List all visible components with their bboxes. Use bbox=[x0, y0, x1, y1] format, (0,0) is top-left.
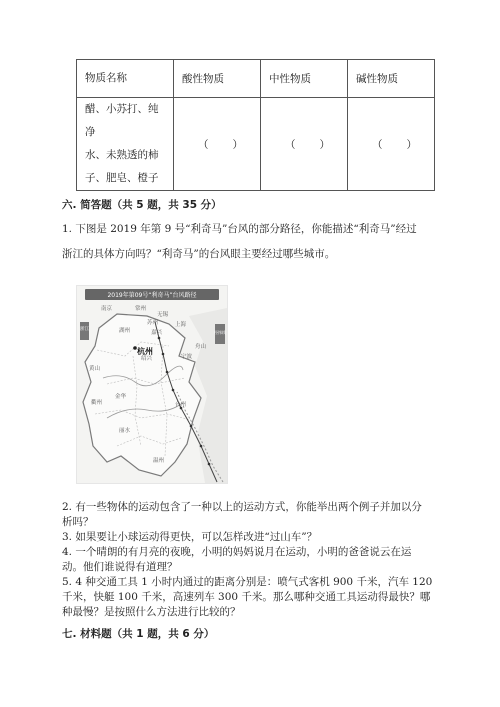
city-wuxi: 无锡 bbox=[157, 312, 169, 318]
city-taizhou: 台州 bbox=[175, 402, 187, 408]
city-hangzhou: 杭州 bbox=[137, 347, 153, 356]
neutral-answer-blank[interactable]: （ ） bbox=[261, 98, 348, 191]
map-title: 2019年第09号“利奇马”台风路径 bbox=[107, 292, 197, 299]
city-wenzhou: 温州 bbox=[153, 458, 165, 464]
city-jiaxing: 嘉兴 bbox=[151, 330, 163, 336]
header-substance-name: 物质名称 bbox=[77, 60, 174, 98]
classification-table bbox=[76, 59, 435, 191]
section-6-title: 六. 简答题（共 5 题，共 35 分） bbox=[62, 199, 222, 211]
question-line: 析吗？ bbox=[62, 516, 94, 528]
city-shaoxing: 绍兴 bbox=[141, 356, 153, 362]
typhoon-path-map bbox=[76, 285, 228, 484]
acidic-answer-blank[interactable]: （ ） bbox=[174, 98, 261, 191]
question-line: 2. 有一些物体的运动包含了一种以上的运动方式，你能举出两个例子并加以分 bbox=[62, 501, 422, 513]
question-line: 动。他们谁说得有道理？ bbox=[62, 561, 178, 573]
question-1-line: 浙江的具体方向吗？“利奇马”的台风眼主要经过哪些城市。 bbox=[62, 248, 336, 260]
section-7-title: 七. 材料题（共 1 题，共 6 分） bbox=[62, 628, 215, 640]
question-line: 3. 如果要让小球运动得更快，可以怎样改进“过山车”？ bbox=[62, 531, 318, 543]
city-zhoushan: 舟山 bbox=[195, 344, 207, 350]
question-line: 千米，快艇 100 千米，高速列车 300 千米。那么哪种交通工具运动得最快？哪 bbox=[62, 591, 431, 603]
right-tag-label: 经纬线 bbox=[214, 330, 226, 335]
city-quzhou: 衢州 bbox=[91, 400, 103, 406]
question-1 bbox=[62, 217, 447, 267]
table-row bbox=[77, 98, 435, 191]
question-line: 5. 4 种交通工具 1 小时内通过的距离分别是：喷气式客机 900 千米，汽车 120 bbox=[62, 576, 433, 588]
table-header-row bbox=[77, 60, 435, 98]
city-ningbo: 宁波 bbox=[181, 354, 193, 360]
city-lishui: 丽水 bbox=[119, 428, 131, 434]
city-huangshan: 黄山 bbox=[89, 366, 101, 372]
header-acidic: 酸性物质 bbox=[174, 60, 261, 98]
question-line: 种最慢？是按照什么方法进行比较的？ bbox=[62, 606, 241, 618]
question-1-line: 1. 下图是 2019 年第 9 号“利奇马”台风的部分路径，你能描述“利奇马”经过 bbox=[62, 223, 417, 235]
province-outline bbox=[83, 314, 201, 476]
city-nanjing: 南京 bbox=[101, 306, 113, 312]
city-shanghai: 上海 bbox=[175, 322, 187, 328]
city-jinhua: 金华 bbox=[115, 394, 127, 400]
substance-line: 水、未熟透的柿 bbox=[85, 149, 159, 161]
map-graphic bbox=[77, 286, 227, 483]
city-suzhou: 苏州 bbox=[147, 320, 159, 326]
questions-2-to-5 bbox=[62, 500, 447, 620]
question-line: 4. 一个晴朗的有月亮的夜晚，小明的妈妈说月在运动，小明的爸爸说云在运 bbox=[62, 546, 412, 558]
substance-line: 子、肥皂、橙子 bbox=[85, 172, 159, 184]
city-changzhou: 常州 bbox=[135, 306, 147, 312]
header-alkaline: 碱性物质 bbox=[348, 60, 435, 98]
header-neutral: 中性物质 bbox=[261, 60, 348, 98]
alkaline-answer-blank[interactable]: （ ） bbox=[348, 98, 435, 191]
city-huzhou: 湖州 bbox=[119, 328, 131, 334]
left-tag-label: 浙江 bbox=[80, 327, 89, 332]
substance-line: 醋、小苏打、纯净 bbox=[85, 103, 159, 138]
substance-list-cell bbox=[77, 98, 174, 191]
